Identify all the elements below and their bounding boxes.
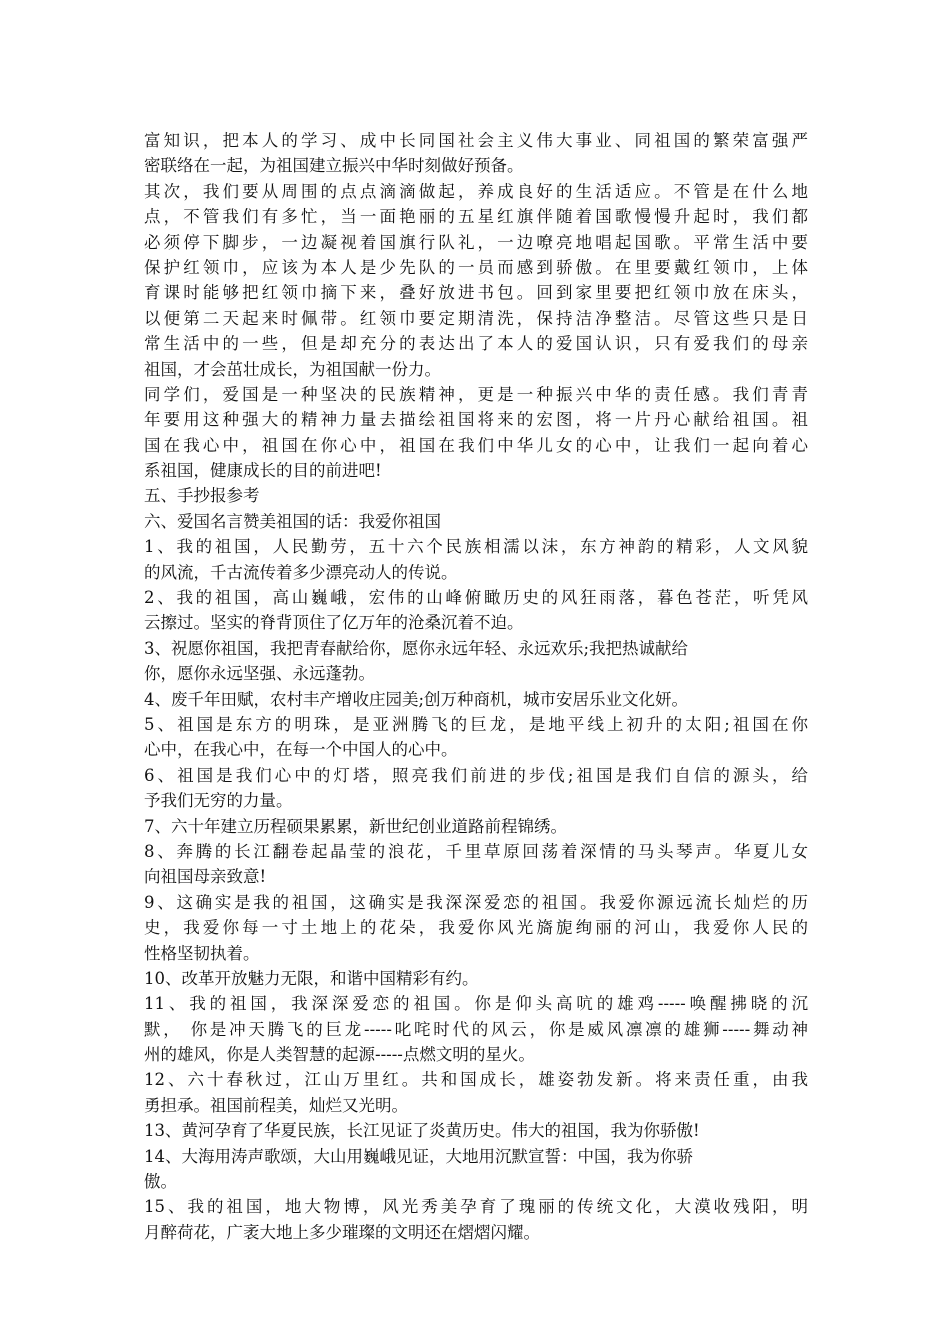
text-line: 密联络在一起，为祖国建立振兴中华时刻做好预备。 xyxy=(144,156,524,176)
text-line: 点，不管我们有多忙，当一面艳丽的五星红旗伴随着国歌慢慢升起时，我们都 xyxy=(144,207,808,227)
text-line: 保护红领巾，应该为本人是少先队的一员而感到骄傲。在里要戴红领巾，上体 xyxy=(144,257,808,277)
text-line: 必须停下脚步，一边凝视着国旗行队礼，一边嘹亮地唱起国歌。平常生活中要 xyxy=(144,232,808,252)
text-line: 系祖国，健康成长的目的前进吧! xyxy=(144,461,382,481)
text-line: 育课时能够把红领巾摘下来，叠好放进书包。回到家里要把红领巾放在床头， xyxy=(144,283,808,303)
text-line: 9、这确实是我的祖国，这确实是我深深爱恋的祖国。我爱你源远流长灿烂的历 xyxy=(144,892,808,912)
text-line: 8、奔腾的长江翻卷起晶莹的浪花，千里草原回荡着深情的马头琴声。华夏儿女 xyxy=(144,841,808,861)
text-line: 3、祝愿你祖国，我把青春献给你，愿你永远年轻、永远欢乐;我把热诚献给 xyxy=(144,638,689,658)
text-line: 你，愿你永远坚强、永远蓬勃。 xyxy=(144,664,375,684)
text-line: 勇担承。祖国前程美，灿烂又光明。 xyxy=(144,1095,408,1115)
text-line: 默， 你是冲天腾飞的巨龙-----叱咤时代的风云，你是威风凛凛的雄狮-----舞动神 xyxy=(144,1019,808,1039)
text-line: 六、爱国名言赞美祖国的话：我爱你祖国 xyxy=(144,511,441,531)
text-line: 心中，在我心中，在每一个中国人的心中。 xyxy=(144,740,458,760)
text-line: 10、改革开放魅力无限，和谐中国精彩有约。 xyxy=(144,968,479,988)
text-line: 2、我的祖国，高山巍峨，宏伟的山峰俯瞰历史的风狂雨落，暮色苍茫，听凭风 xyxy=(144,588,808,608)
text-line: 其次，我们要从周围的点点滴滴做起，养成良好的生活适应。不管是在什么地 xyxy=(144,181,808,201)
text-line: 史，我爱你每一寸土地上的花朵，我爱你风光旖旎绚丽的河山，我爱你人民的 xyxy=(144,918,808,938)
text-line: 4、废千年田赋，农村丰产增收庄园美;创万种商机，城市安居乐业文化妍。 xyxy=(144,689,689,709)
text-line: 祖国，才会茁壮成长，为祖国献一份力。 xyxy=(144,359,441,379)
text-line: 性格坚韧执着。 xyxy=(144,943,260,963)
text-line: 傲。 xyxy=(144,1172,177,1192)
text-line: 的风流，千古流传着多少漂亮动人的传说。 xyxy=(144,562,458,582)
text-line: 月醉荷花，广袤大地上多少璀璨的文明还在熠熠闪耀。 xyxy=(144,1222,540,1242)
document-body xyxy=(144,128,808,1245)
text-line: 同学们，爱国是一种坚决的民族精神，更是一种振兴中华的责任感。我们青青 xyxy=(144,384,808,404)
text-line: 14、大海用涛声歌颂，大山用巍峨见证，大地用沉默宣誓：中国，我为你骄 xyxy=(144,1146,693,1166)
text-line: 州的雄风，你是人类智慧的起源-----点燃文明的星火。 xyxy=(144,1045,535,1065)
text-line: 7、六十年建立历程硕果累累，新世纪创业道路前程锦绣。 xyxy=(144,816,567,836)
text-line: 常生活中的一些，但是却充分的表达出了本人的爱国认识，只有爱我们的母亲 xyxy=(144,334,808,354)
text-line: 年要用这种强大的精神力量去描绘祖国将来的宏图，将一片丹心献给祖国。祖 xyxy=(144,410,808,430)
text-line: 13、黄河孕育了华夏民族，长江见证了炎黄历史。伟大的祖国，我为你骄傲! xyxy=(144,1121,700,1141)
text-line: 1、我的祖国，人民勤劳，五十六个民族相濡以沫，东方神韵的精彩，人文风貌 xyxy=(144,537,808,557)
text-line: 以便第二天起来时佩带。红领巾要定期清洗，保持洁净整洁。尽管这些只是日 xyxy=(144,308,808,328)
text-line: 富知识，把本人的学习、成中长同国社会主义伟大事业、同祖国的繁荣富强严 xyxy=(144,131,808,150)
text-line: 15、我的祖国，地大物博，风光秀美孕育了瑰丽的传统文化，大漠收残阳，明 xyxy=(144,1197,808,1217)
text-line: 予我们无穷的力量。 xyxy=(144,791,293,811)
text-line: 五、手抄报参考 xyxy=(144,486,260,506)
text-line: 5、祖国是东方的明珠，是亚洲腾飞的巨龙，是地平线上初升的太阳;祖国在你 xyxy=(144,714,808,734)
text-line: 6、祖国是我们心中的灯塔，照亮我们前进的步伐;祖国是我们自信的源头，给 xyxy=(144,765,808,785)
text-line: 向祖国母亲致意! xyxy=(144,867,267,887)
text-line: 11、我的祖国，我深深爱恋的祖国。你是仰头高吭的雄鸡-----唤醒拂晓的沉 xyxy=(144,994,808,1014)
text-line: 云擦过。坚实的脊背顶住了亿万年的沧桑沉着不迫。 xyxy=(144,613,524,633)
text-line: 12、六十春秋过，江山万里红。共和国成长，雄姿勃发新。将来责任重，由我 xyxy=(144,1070,808,1090)
text-line: 国在我心中，祖国在你心中，祖国在我们中华儿女的心中，让我们一起向着心 xyxy=(144,435,808,455)
